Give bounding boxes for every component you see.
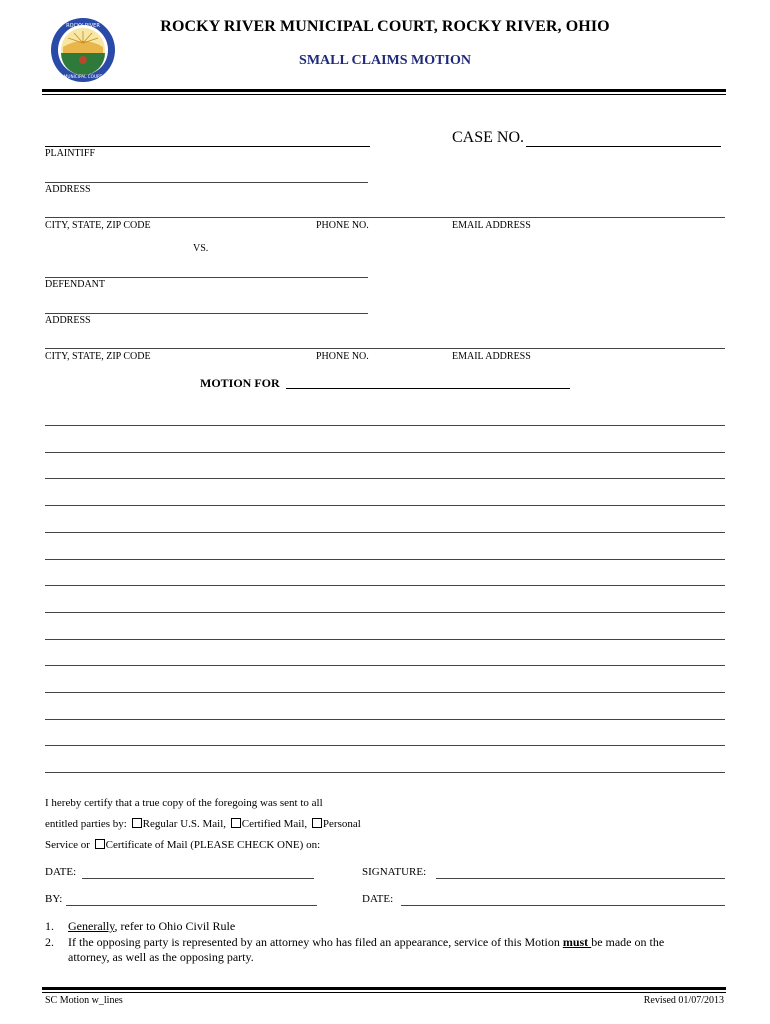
defendant-label: DEFENDANT	[45, 279, 105, 290]
versus-label: VS.	[193, 243, 209, 254]
note-2-text	[68, 935, 664, 950]
motion-line[interactable]	[45, 772, 725, 773]
case-number-label: CASE NO.	[452, 129, 525, 146]
plaintiff-city-phone-email-field[interactable]	[45, 217, 725, 218]
regular-mail-label: Regular U.S. Mail,	[142, 818, 227, 830]
plaintiff-name-field[interactable]	[45, 146, 370, 147]
date-label: DATE:	[45, 866, 77, 878]
motion-line[interactable]	[45, 745, 725, 746]
seal-bottom-text: MUNICIPAL COURT	[63, 74, 103, 79]
motion-line[interactable]	[45, 639, 725, 640]
certificate-of-mail-checkbox[interactable]	[95, 839, 105, 849]
motion-line[interactable]	[45, 425, 725, 426]
motion-line[interactable]	[45, 532, 725, 533]
footer-rule	[42, 987, 726, 990]
personal-service-checkbox[interactable]	[312, 818, 322, 828]
certificate-of-mail-label: Certificate of Mail (PLEASE CHECK ONE) on:	[105, 839, 321, 851]
header-rule	[42, 89, 726, 92]
certified-mail-label: Certified Mail,	[241, 818, 308, 830]
note-2-number: 2.	[45, 935, 54, 949]
footer-form-id: SC Motion w_lines	[45, 995, 123, 1006]
court-name: ROCKY RIVER MUNICIPAL COURT, ROCKY RIVER, OHIO	[160, 18, 610, 35]
defendant-city-label: CITY, STATE, ZIP CODE	[45, 351, 151, 362]
motion-line[interactable]	[45, 612, 725, 613]
form-title: SMALL CLAIMS MOTION	[299, 53, 471, 68]
motion-line[interactable]	[45, 719, 725, 720]
by-field[interactable]	[66, 905, 317, 906]
plaintiff-email-label: EMAIL ADDRESS	[452, 220, 531, 231]
certification-prefix: entitled parties by:	[45, 818, 127, 830]
date2-label: DATE:	[362, 893, 394, 905]
footer-revised-date: Revised 01/07/2013	[643, 995, 724, 1006]
footer-rule-thin	[42, 992, 726, 993]
service-or-label: Service or	[45, 839, 90, 851]
note-1-text	[68, 919, 235, 934]
motion-line[interactable]	[45, 559, 725, 560]
motion-line[interactable]	[45, 585, 725, 586]
motion-for-label: MOTION FOR	[200, 376, 280, 390]
note-2-text-c: attorney, as well as the opposing party.	[68, 950, 254, 964]
by-label: BY:	[45, 893, 63, 905]
note-1-underlined: Generally	[68, 919, 115, 933]
defendant-name-field[interactable]	[45, 277, 368, 278]
note-1-rest: , refer to Ohio Civil Rule	[114, 919, 236, 933]
plaintiff-address-field[interactable]	[45, 182, 368, 183]
plaintiff-label: PLAINTIFF	[45, 148, 96, 159]
defendant-email-label: EMAIL ADDRESS	[452, 351, 531, 362]
signature-label: SIGNATURE:	[362, 866, 427, 878]
seal-top-text: ROCKY RIVER	[66, 23, 100, 29]
date-field[interactable]	[82, 878, 314, 879]
motion-for-field[interactable]	[286, 388, 570, 389]
personal-service-label: Personal	[322, 818, 361, 830]
motion-line[interactable]	[45, 452, 725, 453]
plaintiff-city-label: CITY, STATE, ZIP CODE	[45, 220, 151, 231]
certification-line-2	[45, 818, 361, 830]
note-2-must: must	[562, 935, 592, 949]
certified-mail-checkbox[interactable]	[231, 818, 241, 828]
motion-line[interactable]	[45, 478, 725, 479]
plaintiff-address-label: ADDRESS	[45, 184, 91, 195]
defendant-phone-label: PHONE NO.	[316, 351, 369, 362]
defendant-city-phone-email-field[interactable]	[45, 348, 725, 349]
header-rule-thin	[42, 94, 726, 95]
certification-line-3	[45, 839, 320, 851]
case-number-field[interactable]	[526, 146, 721, 147]
date2-field[interactable]	[401, 905, 725, 906]
signature-field[interactable]	[436, 878, 725, 879]
motion-line[interactable]	[45, 505, 725, 506]
motion-line[interactable]	[45, 692, 725, 693]
defendant-address-label: ADDRESS	[45, 315, 91, 326]
note-1-number: 1.	[45, 919, 54, 933]
note-2-text-a: If the opposing party is represented by an attorney who has filed an appearance, service of this Motion	[68, 935, 563, 949]
motion-line[interactable]	[45, 665, 725, 666]
plaintiff-phone-label: PHONE NO.	[316, 220, 369, 231]
defendant-address-field[interactable]	[45, 313, 368, 314]
regular-mail-checkbox[interactable]	[132, 818, 142, 828]
certification-line-1: I hereby certify that a true copy of the foregoing was sent to all	[45, 797, 323, 809]
note-2-text-b: be made on the	[591, 935, 665, 949]
